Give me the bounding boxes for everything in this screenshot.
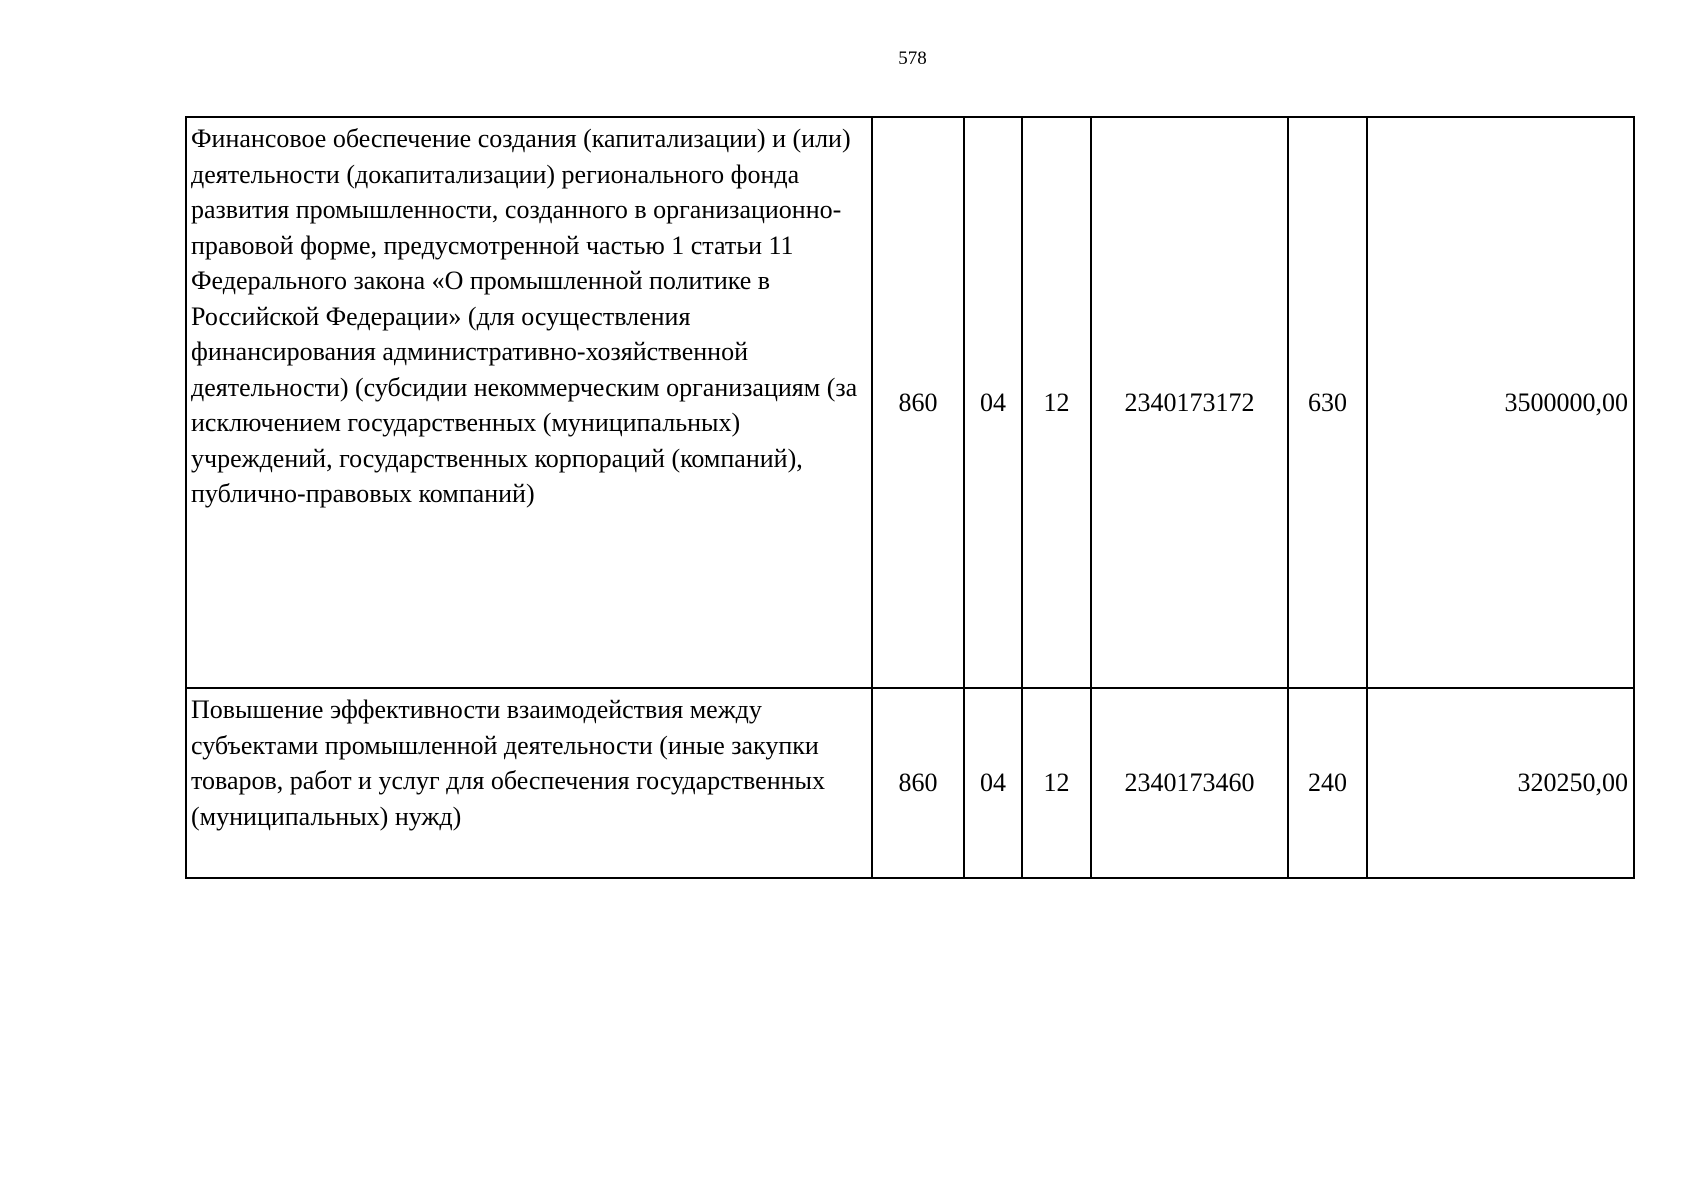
subsection-code: 12 [1022, 688, 1091, 878]
expense-type-code: 240 [1288, 688, 1367, 878]
amount-value: 3500000,00 [1367, 117, 1634, 688]
expense-type-code: 630 [1288, 117, 1367, 688]
amount-value: 320250,00 [1367, 688, 1634, 878]
section-code: 04 [964, 688, 1022, 878]
row-description: Повышение эффективности взаимодействия между субъектами промышленной деятельности (иные закупки товаров, работ и услуг для обеспечения государственных (муниципальных) нужд) [186, 688, 872, 878]
table-row [186, 688, 1634, 878]
budget-table [185, 116, 1635, 879]
subsection-code: 12 [1022, 117, 1091, 688]
target-article-code: 2340173172 [1091, 117, 1288, 688]
ministry-code: 860 [872, 117, 964, 688]
page-number: 578 [898, 48, 927, 69]
row-description: Финансовое обеспечение создания (капитализации) и (или) деятельности (докапитализации) регионального фонда развития промышленности, созданного в организационно-правовой форме, предусмотренной частью 1 статьи 11 Федерального закона «О промышленной политике в Российской Федерации» (для осуществления финансирования административно-хозяйственной деятельности) (субсидии некоммерческим организациям (за исключением государственных (муниципальных) учреждений, государственных корпораций (компаний), публично-правовых компаний) [186, 117, 872, 688]
section-code: 04 [964, 117, 1022, 688]
table-row [186, 117, 1634, 688]
ministry-code: 860 [872, 688, 964, 878]
target-article-code: 2340173460 [1091, 688, 1288, 878]
